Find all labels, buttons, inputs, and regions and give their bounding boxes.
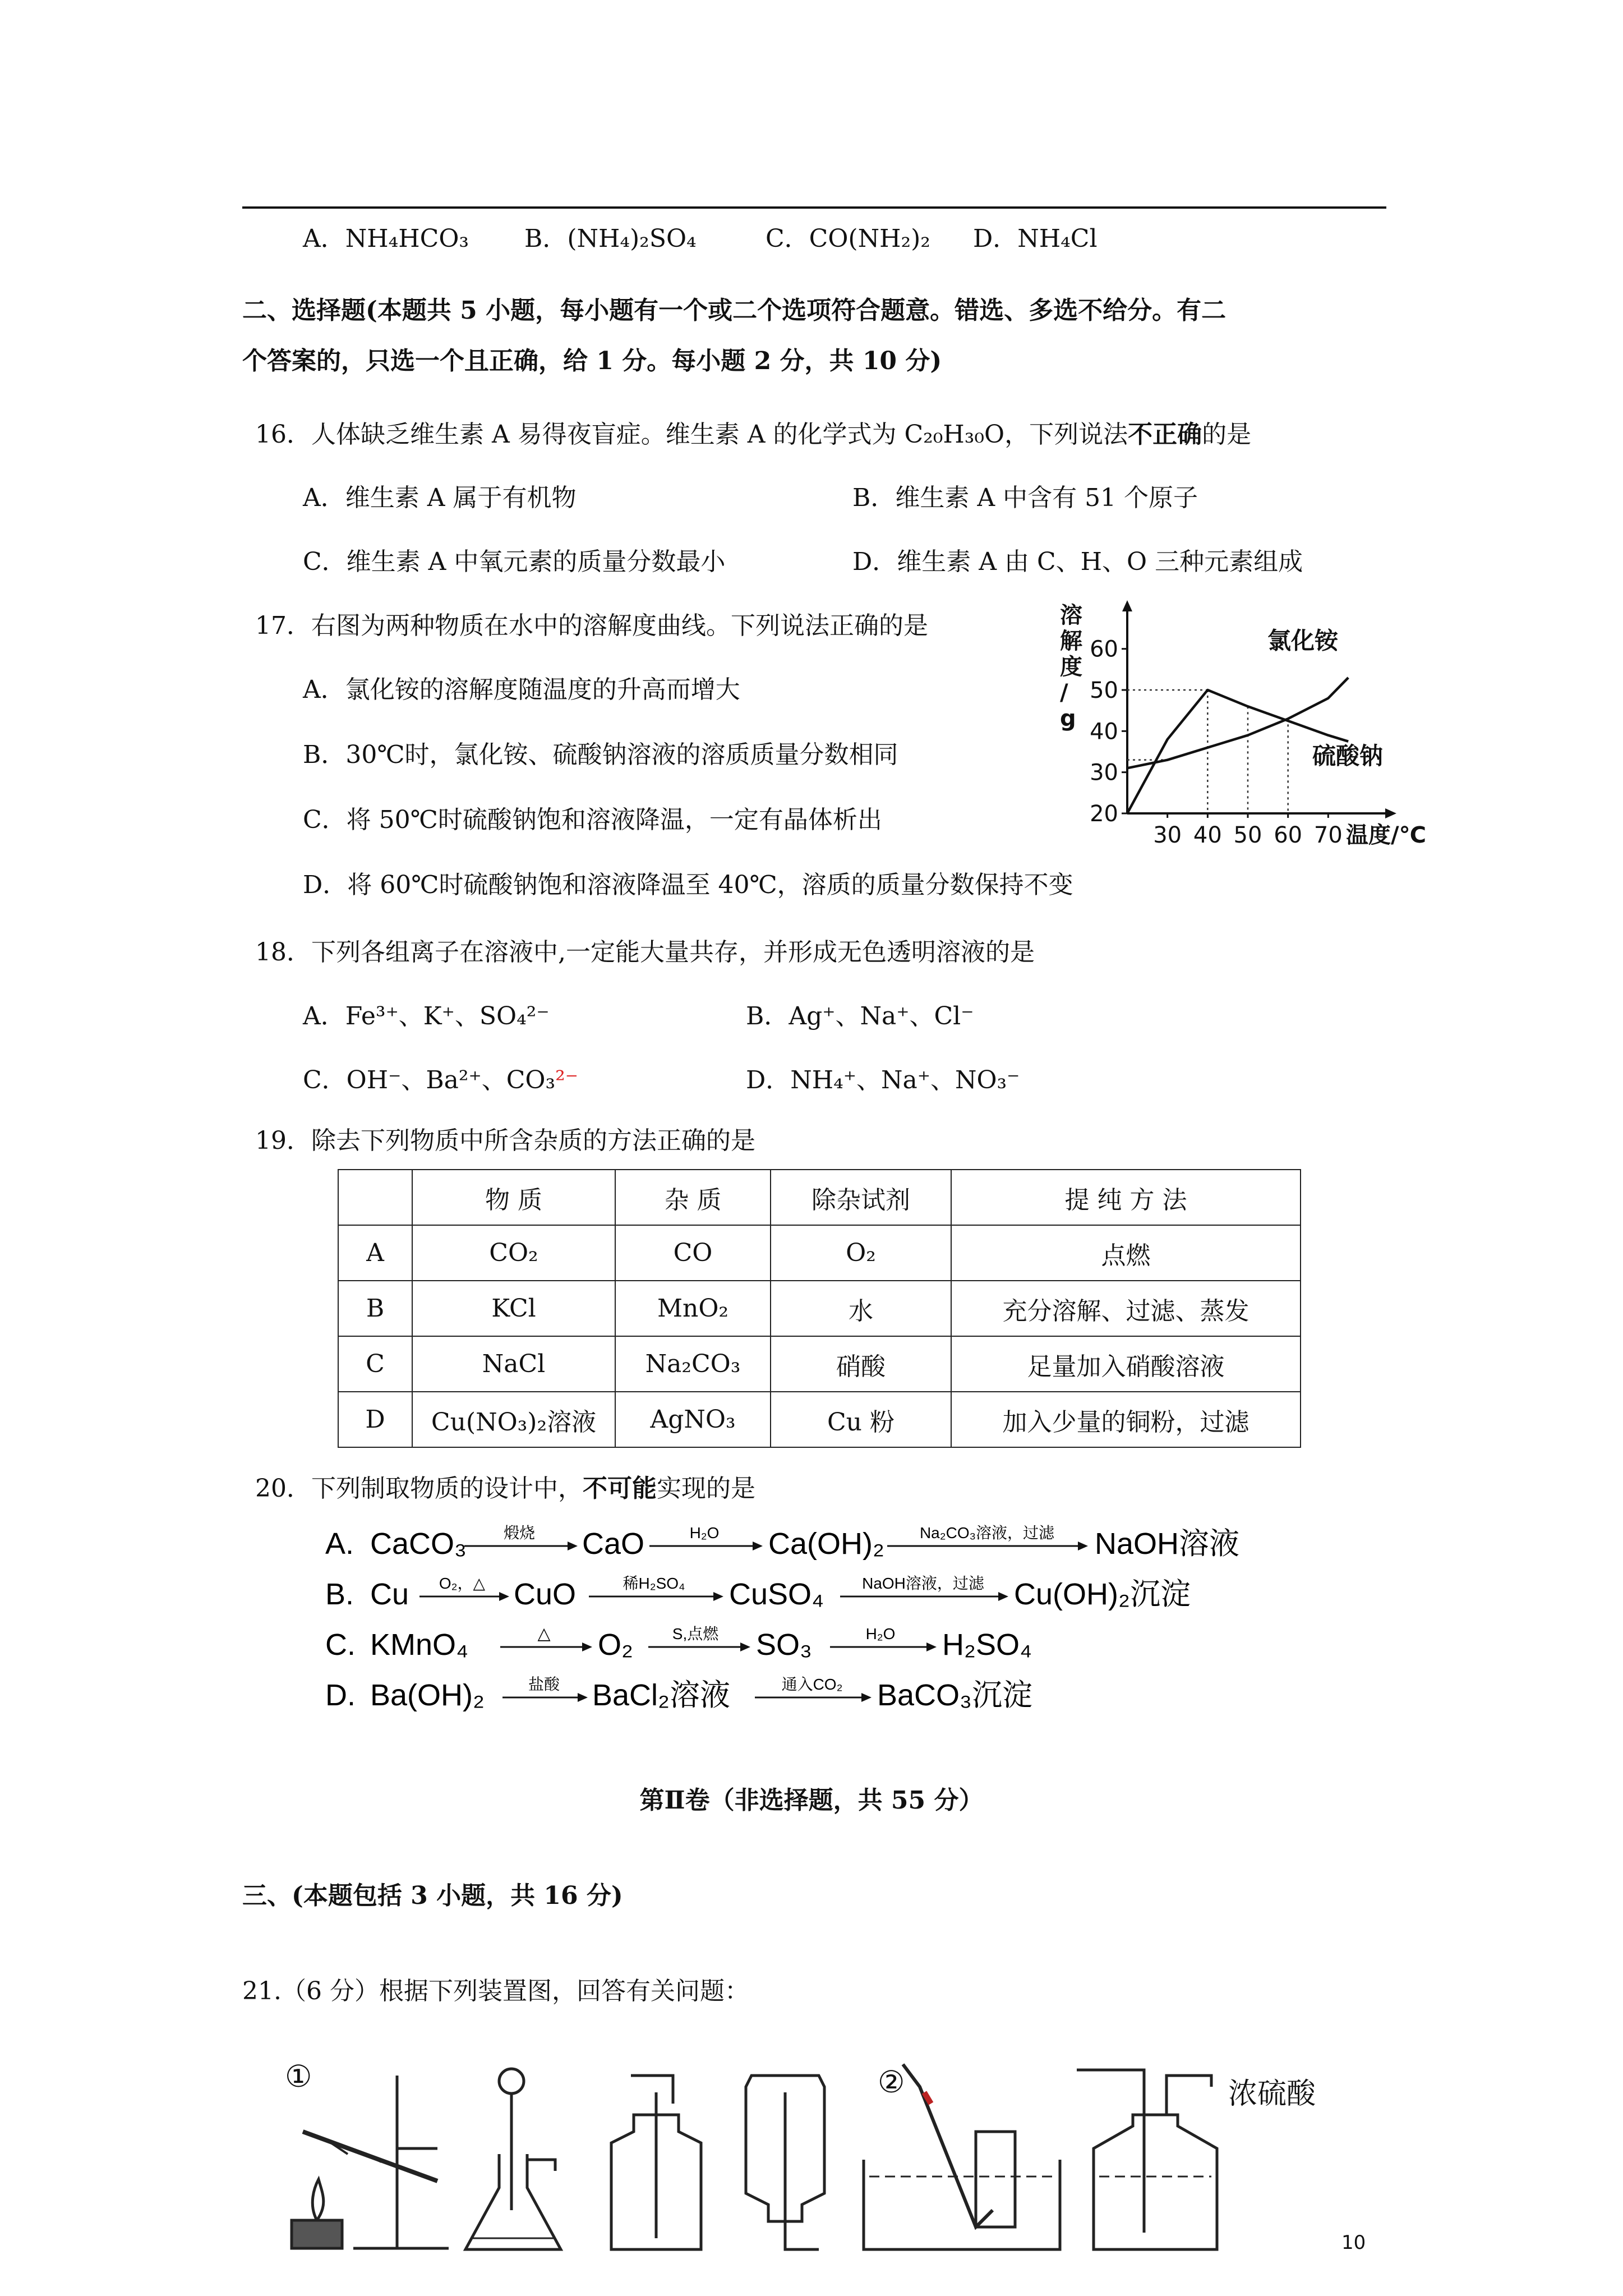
table-header-cell: 物 质: [412, 1170, 615, 1225]
apparatus-flask-funnel: [465, 2069, 561, 2249]
q19-table: [338, 1169, 1301, 1448]
q17-option-c: C．将 50℃时硫酸钠饱和溶液降温，一定有晶体析出: [303, 806, 882, 834]
collection-jar: [976, 2132, 1015, 2227]
q18-stem: 18．下列各组离子在溶液中,一定能大量共存，并形成无色透明溶液的是: [255, 938, 1035, 967]
q17-stem: 17．右图为两种物质在水中的溶解度曲线。下列说法正确的是: [255, 611, 928, 640]
reaction-species: O₂: [598, 1628, 633, 1662]
reaction-species: BaCl₂溶液: [592, 1678, 731, 1712]
x-axis-label: 温度/℃: [1346, 822, 1427, 848]
reaction-condition: 煅烧: [503, 1524, 536, 1542]
x-tick-label: 60: [1274, 822, 1303, 848]
q17-option-d: D．将 60℃时硫酸钠饱和溶液降温至 40℃，溶质的质量分数保持不变: [303, 871, 1073, 899]
q16-stem-end: 的是: [1202, 420, 1252, 449]
reaction-condition: 通入CO₂: [781, 1676, 843, 1693]
x-tick-label: 40: [1193, 822, 1222, 848]
table-cell: NaCl: [412, 1336, 615, 1392]
reaction-condition: 稀H₂SO₄: [623, 1575, 685, 1592]
series-label: 硫酸钠: [1312, 742, 1384, 770]
table-cell: C: [338, 1336, 412, 1392]
flask-side-tube: [527, 2160, 555, 2171]
table-cell: 加入少量的铜粉，过滤: [951, 1392, 1301, 1447]
q18-option-a: A．Fe³⁺、K⁺、SO₄²⁻: [303, 1002, 550, 1030]
q17-option-a: A．氯化铵的溶解度随温度的升高而增大: [303, 675, 740, 704]
y-tick-label: 40: [1090, 719, 1118, 745]
table-cell: O₂: [771, 1225, 951, 1281]
reaction-condition: H₂O: [865, 1625, 896, 1642]
reaction-option-label: D.: [325, 1678, 356, 1712]
lamp-flame: [312, 2179, 324, 2220]
reaction-species: NaOH溶液: [1095, 1527, 1240, 1561]
table-cell: MnO₂: [615, 1281, 771, 1336]
table-row: [338, 1225, 1301, 1281]
q16-option-c: C．维生素 A 中氧元素的质量分数最小: [303, 547, 726, 576]
reaction-arrowhead: [861, 1693, 872, 1702]
table-header-cell: 杂 质: [615, 1170, 771, 1225]
reaction-species: CuO: [514, 1577, 577, 1611]
q20-stem-text: 20．下列制取物质的设计中，: [255, 1474, 583, 1503]
q20-stem-end: 实现的是: [657, 1474, 755, 1503]
water-delivery-tube: [903, 2064, 993, 2227]
q18-option-c: [303, 1064, 578, 1097]
table-cell: Cu(NO₃)₂溶液: [412, 1392, 615, 1447]
table-cell: 水: [771, 1281, 951, 1336]
q20-reaction-schemes: [314, 1515, 1267, 1739]
x-tick-label: 50: [1233, 822, 1262, 848]
table-header-cell: [338, 1170, 412, 1225]
reaction-option-label: B.: [325, 1577, 354, 1611]
reaction-option-label: C.: [325, 1628, 356, 1662]
q16-stem: [255, 418, 1251, 452]
q16-option-a: A．维生素 A 属于有机物: [303, 484, 577, 512]
solubility-chart: [1043, 600, 1447, 869]
reaction-arrowhead: [578, 1693, 588, 1702]
reaction-arrowhead: [582, 1642, 592, 1651]
x-tick-label: 30: [1153, 822, 1182, 848]
reaction-condition: O₂，△: [439, 1575, 486, 1592]
table-cell: B: [338, 1281, 412, 1336]
q15-option-c: C．CO(NH₂)₂: [766, 224, 930, 253]
table-row: [338, 1392, 1301, 1447]
reaction-arrowhead: [926, 1642, 937, 1651]
reaction-arrowhead: [713, 1592, 723, 1601]
q20-stem-emphasis: 不可能: [583, 1474, 657, 1503]
q20-stem: [255, 1472, 755, 1506]
q18-option-b: B．Ag⁺、Na⁺、Cl⁻: [746, 1002, 974, 1030]
wash-inlet-tube: [1077, 2070, 1144, 2115]
inverted-bottle-tube: [785, 2092, 819, 2249]
apparatus-bottle-down: [746, 2076, 824, 2249]
apparatus-bottle-up: [611, 2076, 701, 2249]
q17-option-b: B．30℃时，氯化铵、硫酸钠溶液的溶质质量分数相同: [303, 740, 898, 769]
table-header-cell: 提 纯 方 法: [951, 1170, 1301, 1225]
reaction-species: Ba(OH)₂: [370, 1678, 485, 1712]
table-cell: KCl: [412, 1281, 615, 1336]
table-header-row: [338, 1170, 1301, 1225]
table-cell: A: [338, 1225, 412, 1281]
table-cell: CO: [615, 1225, 771, 1281]
reaction-species: Cu: [370, 1577, 409, 1611]
apparatus-wash-bottle: [1077, 2070, 1316, 2249]
page-number: 10: [1341, 2231, 1366, 2254]
part2-title: 第Ⅱ卷（非选择题，共 55 分）: [639, 1786, 984, 1815]
table-cell: 硝酸: [771, 1336, 951, 1392]
reaction-line-d: [325, 1676, 1032, 1712]
conical-flask: [465, 2154, 561, 2249]
reaction-species: Cu(OH)₂沉淀: [1014, 1577, 1191, 1611]
q21-stem: 21.（6 分）根据下列装置图，回答有关问题：: [242, 1977, 749, 2005]
wash-bottle: [1094, 2115, 1217, 2249]
reaction-arrowhead: [499, 1592, 509, 1601]
reaction-condition: H₂O: [689, 1524, 720, 1542]
y-axis-label-char: 溶: [1060, 602, 1082, 628]
apparatus-mark-1: ①: [285, 2059, 312, 2094]
reaction-condition: S,点燃: [672, 1625, 719, 1642]
q21-apparatus-figure: [269, 2042, 1391, 2266]
acid-label: 浓硫酸: [1228, 2077, 1316, 2111]
y-axis-label-char: 解: [1060, 628, 1082, 654]
reaction-arrowhead: [753, 1542, 763, 1550]
q16-stem-emphasis: 不正确: [1128, 420, 1202, 449]
q16-stem-text: 16．人体缺乏维生素 A 易得夜盲症。维生素 A 的化学式为 C₂₀H₃₀O，下列说法: [255, 420, 1128, 449]
reaction-species: Ca(OH)₂: [768, 1527, 884, 1561]
y-axis-label-char: 度: [1060, 654, 1082, 680]
reaction-condition: △: [537, 1625, 551, 1643]
reaction-species: CuSO₄: [729, 1577, 824, 1611]
y-axis-arrow: [1122, 600, 1132, 611]
q18-option-d: D．NH₄⁺、Na⁺、NO₃⁻: [746, 1066, 1020, 1094]
y-tick-label: 50: [1090, 678, 1118, 703]
table-cell: 点燃: [951, 1225, 1301, 1281]
apparatus-water-trough: [864, 2064, 1060, 2249]
table-header-cell: 除杂试剂: [771, 1170, 951, 1225]
table-cell: Na₂CO₃: [615, 1336, 771, 1392]
table-cell: CO₂: [412, 1225, 615, 1281]
alcohol-lamp: [292, 2220, 342, 2248]
section3-title: 三、(本题包括 3 小题，共 16 分): [242, 1881, 623, 1910]
x-axis-arrow: [1385, 808, 1396, 818]
y-tick-label: 30: [1090, 760, 1118, 786]
apparatus-heating-tube: [285, 2059, 449, 2248]
q15-option-d: D．NH₄Cl: [973, 224, 1098, 253]
table-cell: AgNO₃: [615, 1392, 771, 1447]
reaction-species: BaCO₃沉淀: [877, 1678, 1033, 1712]
q15-option-b: B．(NH₄)₂SO₄: [524, 224, 697, 253]
reaction-line-c: [325, 1625, 1032, 1662]
reaction-species: CaCO₃: [370, 1527, 467, 1561]
q15-option-a: A．NH₄HCO₃: [303, 224, 469, 253]
q16-option-b: B．维生素 A 中含有 51 个原子: [852, 484, 1198, 512]
apparatus-mark-2: ②: [878, 2064, 905, 2100]
y-axis-label-char: g: [1060, 706, 1076, 731]
y-tick-label: 20: [1090, 801, 1118, 827]
y-tick-label: 60: [1090, 636, 1118, 662]
reaction-species: KMnO₄: [370, 1628, 469, 1662]
section2-heading-line2: 个答案的，只选一个且正确，给 1 分。每小题 2 分，共 10 分): [242, 347, 942, 375]
table-cell: 足量加入硝酸溶液: [951, 1336, 1301, 1392]
reaction-arrowhead: [740, 1642, 750, 1651]
table-row: [338, 1336, 1301, 1392]
q18-option-c-text: C．OH⁻、Ba²⁺、CO₃: [303, 1066, 556, 1094]
reaction-condition: 盐酸: [528, 1676, 560, 1693]
reaction-option-label: A.: [325, 1527, 354, 1561]
q16-option-d: D．维生素 A 由 C、H、O 三种元素组成: [852, 547, 1303, 576]
table-row: [338, 1281, 1301, 1336]
reaction-arrowhead: [998, 1592, 1008, 1601]
section2-heading-line1: 二、选择题(本题共 5 小题，每小题有一个或二个选项符合题意。错选、多选不给分。有二: [242, 296, 1227, 325]
reaction-arrowhead: [1078, 1542, 1088, 1550]
q18-option-c-charge: ²⁻: [555, 1066, 579, 1094]
delivery-tube: [631, 2076, 673, 2104]
header-rule: [242, 206, 1386, 209]
y-axis-label-char: /: [1060, 680, 1068, 706]
table-cell: 充分溶解、过滤、蒸发: [951, 1281, 1301, 1336]
q19-stem: 19．除去下列物质中所含杂质的方法正确的是: [255, 1126, 755, 1155]
table-cell: D: [338, 1392, 412, 1447]
reaction-arrowhead: [568, 1542, 578, 1550]
water-trough: [864, 2160, 1060, 2249]
reaction-line-b: [325, 1575, 1191, 1611]
reaction-species: H₂SO₄: [942, 1628, 1032, 1662]
reaction-species: CaO: [582, 1527, 645, 1561]
funnel-bulb: [499, 2069, 524, 2093]
reaction-line-a: [325, 1524, 1239, 1561]
reaction-condition: Na₂CO₃溶液，过滤: [919, 1524, 1055, 1542]
reaction-species: SO₃: [756, 1628, 813, 1662]
reaction-condition: NaOH溶液，过滤: [862, 1575, 984, 1592]
series-label: 氯化铵: [1267, 627, 1339, 655]
wash-outlet-tube: [1166, 2076, 1211, 2115]
table-cell: Cu 粉: [771, 1392, 951, 1447]
x-tick-label: 70: [1313, 822, 1343, 848]
